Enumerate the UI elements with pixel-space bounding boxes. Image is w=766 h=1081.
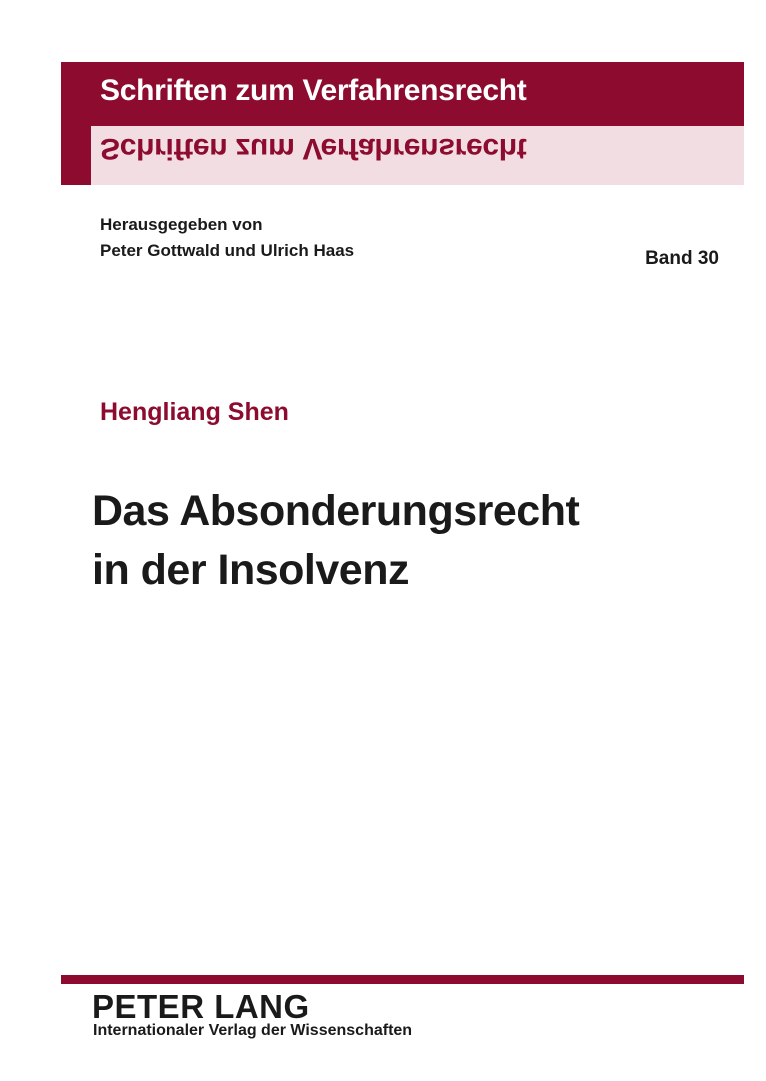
publisher-subtitle: Internationaler Verlag der Wissenschaften	[93, 1022, 413, 1039]
editors-block	[100, 212, 354, 264]
footer-divider	[61, 975, 744, 984]
editors-names: Peter Gottwald und Ulrich Haas	[100, 241, 355, 260]
author-name: Hengliang Shen	[100, 398, 289, 426]
publisher-name: PETER LANG	[92, 988, 310, 1025]
series-title: Schriften zum Verfahrensrecht	[100, 74, 527, 107]
page-title	[92, 482, 712, 600]
title-line-1: Das Absonderungsrecht	[92, 487, 580, 535]
volume-number: Band 30	[645, 248, 719, 269]
title-line-2: in der Insolvenz	[92, 546, 409, 594]
series-title-mirror: Schriften zum Verfahrensrecht	[100, 132, 527, 165]
editors-label: Herausgegeben von	[100, 215, 263, 234]
